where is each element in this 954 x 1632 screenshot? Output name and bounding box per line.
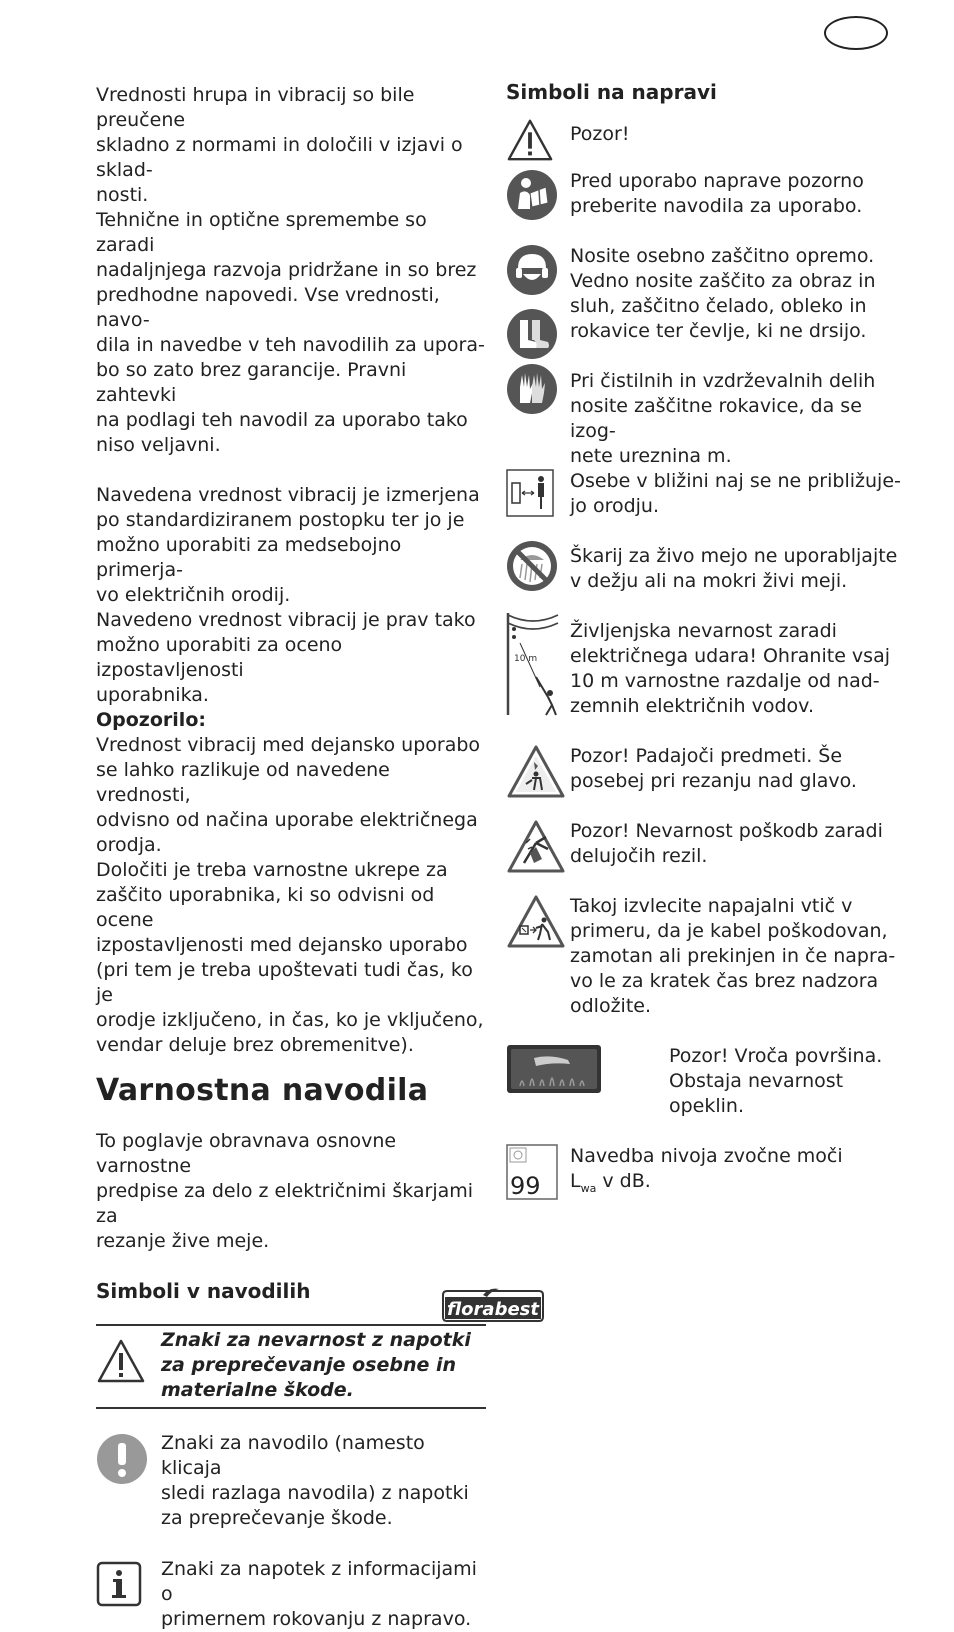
text-line: vo električnih orodij. <box>96 584 291 606</box>
text-line: Vrednost vibracij med dejansko uporabo <box>96 734 481 756</box>
symbol-item <box>506 744 906 819</box>
text-line: predhodne napovedi. Vse vrednosti, navo- <box>96 284 440 331</box>
power-line-icon <box>506 619 570 717</box>
text-line: skladno z normami in določili v izjavi o sklad- <box>96 134 463 181</box>
warning-triangle-icon <box>506 119 570 163</box>
text-line: orodje izključeno, in čas, ko je vključeno, <box>96 1009 484 1031</box>
text-line: jo orodju. <box>570 495 660 517</box>
text-line: opeklin. <box>669 1095 745 1117</box>
text-line: zaščito uporabnika, ki so odvisni od ocene <box>96 884 435 931</box>
symbol-item <box>506 169 906 244</box>
text-line: posebej pri rezanju nad glavo. <box>570 770 857 792</box>
right-column <box>506 80 906 1204</box>
subsection-title: Simboli v navodilih <box>96 1279 311 1303</box>
text-line: po standardiziranem postopku ter jo je <box>96 509 465 531</box>
text-line: uporabnika. <box>96 684 209 706</box>
text-line: niso veljavni. <box>96 434 221 456</box>
text-line: odvisno od načina uporabe električnega <box>96 809 478 831</box>
distance-label: 10 m <box>514 654 538 664</box>
text-line: električnega udara! Ohranite vsaj <box>570 645 890 667</box>
text-line: primernem rokovanju z napravo. <box>161 1608 472 1630</box>
text-line: Pozor! Vroča površina. <box>669 1045 883 1067</box>
text-line: možno uporabiti za oceno izpostavljenosti <box>96 634 343 681</box>
symbol-item <box>506 819 906 894</box>
symbol-item <box>506 894 906 1044</box>
falling-objects-icon <box>506 744 570 800</box>
paragraph-noise-values <box>96 83 486 208</box>
gloves-icon <box>506 369 570 415</box>
text-line: v dežju ali na mokri živi meji. <box>570 570 848 592</box>
sound-subscript: wa <box>580 1181 597 1195</box>
info-note <box>96 1557 486 1632</box>
text-line: preberite navodila za uporabo. <box>570 195 863 217</box>
text-line: Pozor! <box>570 123 630 145</box>
text-line: sledi razlaga navodila) z napotki <box>161 1482 469 1504</box>
paragraph-safety-measures <box>96 858 486 1058</box>
sound-unit-line <box>570 1169 843 1201</box>
helmet-ear-protection-icon <box>506 244 558 296</box>
text-line: zemnih električnih vodov. <box>570 695 814 717</box>
text-line: To poglavje obravnava osnovne varnostne <box>96 1130 397 1177</box>
sound-symbol: L <box>570 1170 581 1192</box>
text-line: Znaki za nevarnost z napotki <box>161 1329 471 1351</box>
text-line: predpise za delo z električnimi škarjami za <box>96 1180 474 1227</box>
text-line: vendar deluje brez obremenitve). <box>96 1034 414 1056</box>
paragraph-vibration-differs <box>96 733 486 858</box>
text-line: izpostavljenosti med dejansko uporabo <box>96 934 468 956</box>
symbol-item <box>506 469 906 544</box>
symbol-item <box>506 544 906 619</box>
text-line: Navedba nivoja zvočne moči <box>570 1145 843 1167</box>
text-line: materialne škode. <box>161 1379 354 1401</box>
symbol-item <box>506 619 906 744</box>
text-line: (pri tem je treba upoštevati tudi čas, ko je <box>96 959 473 1006</box>
logo-text: florabest <box>447 1299 539 1320</box>
text-line: vo le za kratek čas brez nadzora <box>570 970 879 992</box>
paragraph-vibration-exposure <box>96 608 486 708</box>
text-line: Pozor! Padajoči predmeti. Še <box>570 745 843 767</box>
text-line: Življenjska nevarnost zaradi <box>570 620 837 642</box>
symbol-item <box>506 1044 906 1144</box>
text-line: za preprečevanje škode. <box>161 1507 393 1529</box>
read-manual-icon <box>506 169 570 221</box>
text-line: sluh, zaščitno čelado, obleko in <box>570 295 867 317</box>
text-line: se lahko razlikuje od navedene vrednosti, <box>96 759 390 806</box>
language-badge <box>824 16 888 50</box>
text-line: bo so zato brez garancije. Pravni zahtevki <box>96 359 407 406</box>
text-line: zamotan ali prekinjen in če napra- <box>570 945 896 967</box>
paragraph-technical-changes <box>96 208 486 458</box>
text-line: orodja. <box>96 834 162 856</box>
left-column <box>96 83 486 1632</box>
text-line: Tehnične in optične spremembe so zaradi <box>96 209 427 256</box>
symbol-item <box>506 244 906 369</box>
device-symbols-title: Simboli na napravi <box>506 80 717 104</box>
paragraph-vibration-measured <box>96 483 486 608</box>
text-line: Škarij za živo mejo ne uporabljajte <box>570 545 898 567</box>
symbol-item <box>506 1144 906 1204</box>
text-line: nadaljnjega razvoja pridržane in so brez <box>96 259 477 281</box>
warning-label: Opozorilo: <box>96 709 206 731</box>
text-line: Pred uporabo naprave pozorno <box>570 170 864 192</box>
text-line: Navedeno vrednost vibracij je prav tako <box>96 609 476 631</box>
text-line: Vedno nosite zaščito za obraz in <box>570 270 876 292</box>
text-line: Znaki za napotek z informacijami o <box>161 1558 477 1605</box>
text-line: rezanje žive meje. <box>96 1230 270 1252</box>
hot-surface-icon <box>506 1044 669 1094</box>
text-line: Nosite osebno zaščitno opremo. <box>570 245 875 267</box>
text-line: Takoj izvlecite napajalni vtič v <box>570 895 853 917</box>
safety-boots-icon <box>506 308 558 360</box>
text-line: na podlagi teh navodil za uporabo tako <box>96 409 468 431</box>
sound-value: 99 <box>510 1172 541 1200</box>
text-line: Obstaja nevarnost <box>669 1070 844 1092</box>
danger-note <box>96 1324 486 1409</box>
brand-logo <box>439 1287 547 1325</box>
text-line: Osebe v bližini naj se ne približuje- <box>570 470 901 492</box>
text-line: 10 m varnostne razdalje od nad- <box>570 670 880 692</box>
symbol-item <box>506 369 906 469</box>
text-line: nosite zaščitne rokavice, da se izog- <box>570 395 862 442</box>
text-line: Vrednosti hrupa in vibracij so bile preučene <box>96 84 415 131</box>
text-line: rokavice ter čevlje, ki ne drsijo. <box>570 320 867 342</box>
instruction-note <box>96 1431 486 1531</box>
text-line: delujočih rezil. <box>570 845 708 867</box>
text-line: nete ureznina m. <box>570 445 732 467</box>
text-line: Določiti je treba varnostne ukrepe za <box>96 859 448 881</box>
unplug-icon <box>506 894 570 950</box>
text-line: dila in navedbe v teh navodilih za upora- <box>96 334 485 356</box>
text-line: za preprečevanje osebne in <box>161 1354 457 1376</box>
blade-hazard-icon <box>506 819 570 875</box>
sound-unit: v dB. <box>596 1170 651 1192</box>
text-line: Znaki za navodilo (namesto klicaja <box>161 1432 425 1479</box>
paragraph-chapter-intro <box>96 1129 486 1254</box>
warning-triangle-icon <box>96 1328 161 1384</box>
text-line: Pri čistilnih in vzdrževalnih delih <box>570 370 876 392</box>
section-title: Varnostna navodila <box>96 1073 429 1108</box>
no-rain-icon <box>506 544 570 592</box>
exclamation-circle-icon <box>96 1431 161 1485</box>
text-line: odložite. <box>570 995 652 1017</box>
keep-distance-icon <box>506 469 570 517</box>
text-line: Pozor! Nevarnost poškodb zaradi <box>570 820 883 842</box>
sound-power-icon <box>506 1144 570 1200</box>
protective-gear-icon <box>506 244 570 360</box>
info-icon <box>96 1557 161 1607</box>
symbol-item <box>506 119 906 169</box>
text-line: primeru, da je kabel poškodovan, <box>570 920 888 942</box>
text-line: nosti. <box>96 184 149 206</box>
text-line: Navedena vrednost vibracij je izmerjena <box>96 484 480 506</box>
text-line: možno uporabiti za medsebojno primerja- <box>96 534 402 581</box>
